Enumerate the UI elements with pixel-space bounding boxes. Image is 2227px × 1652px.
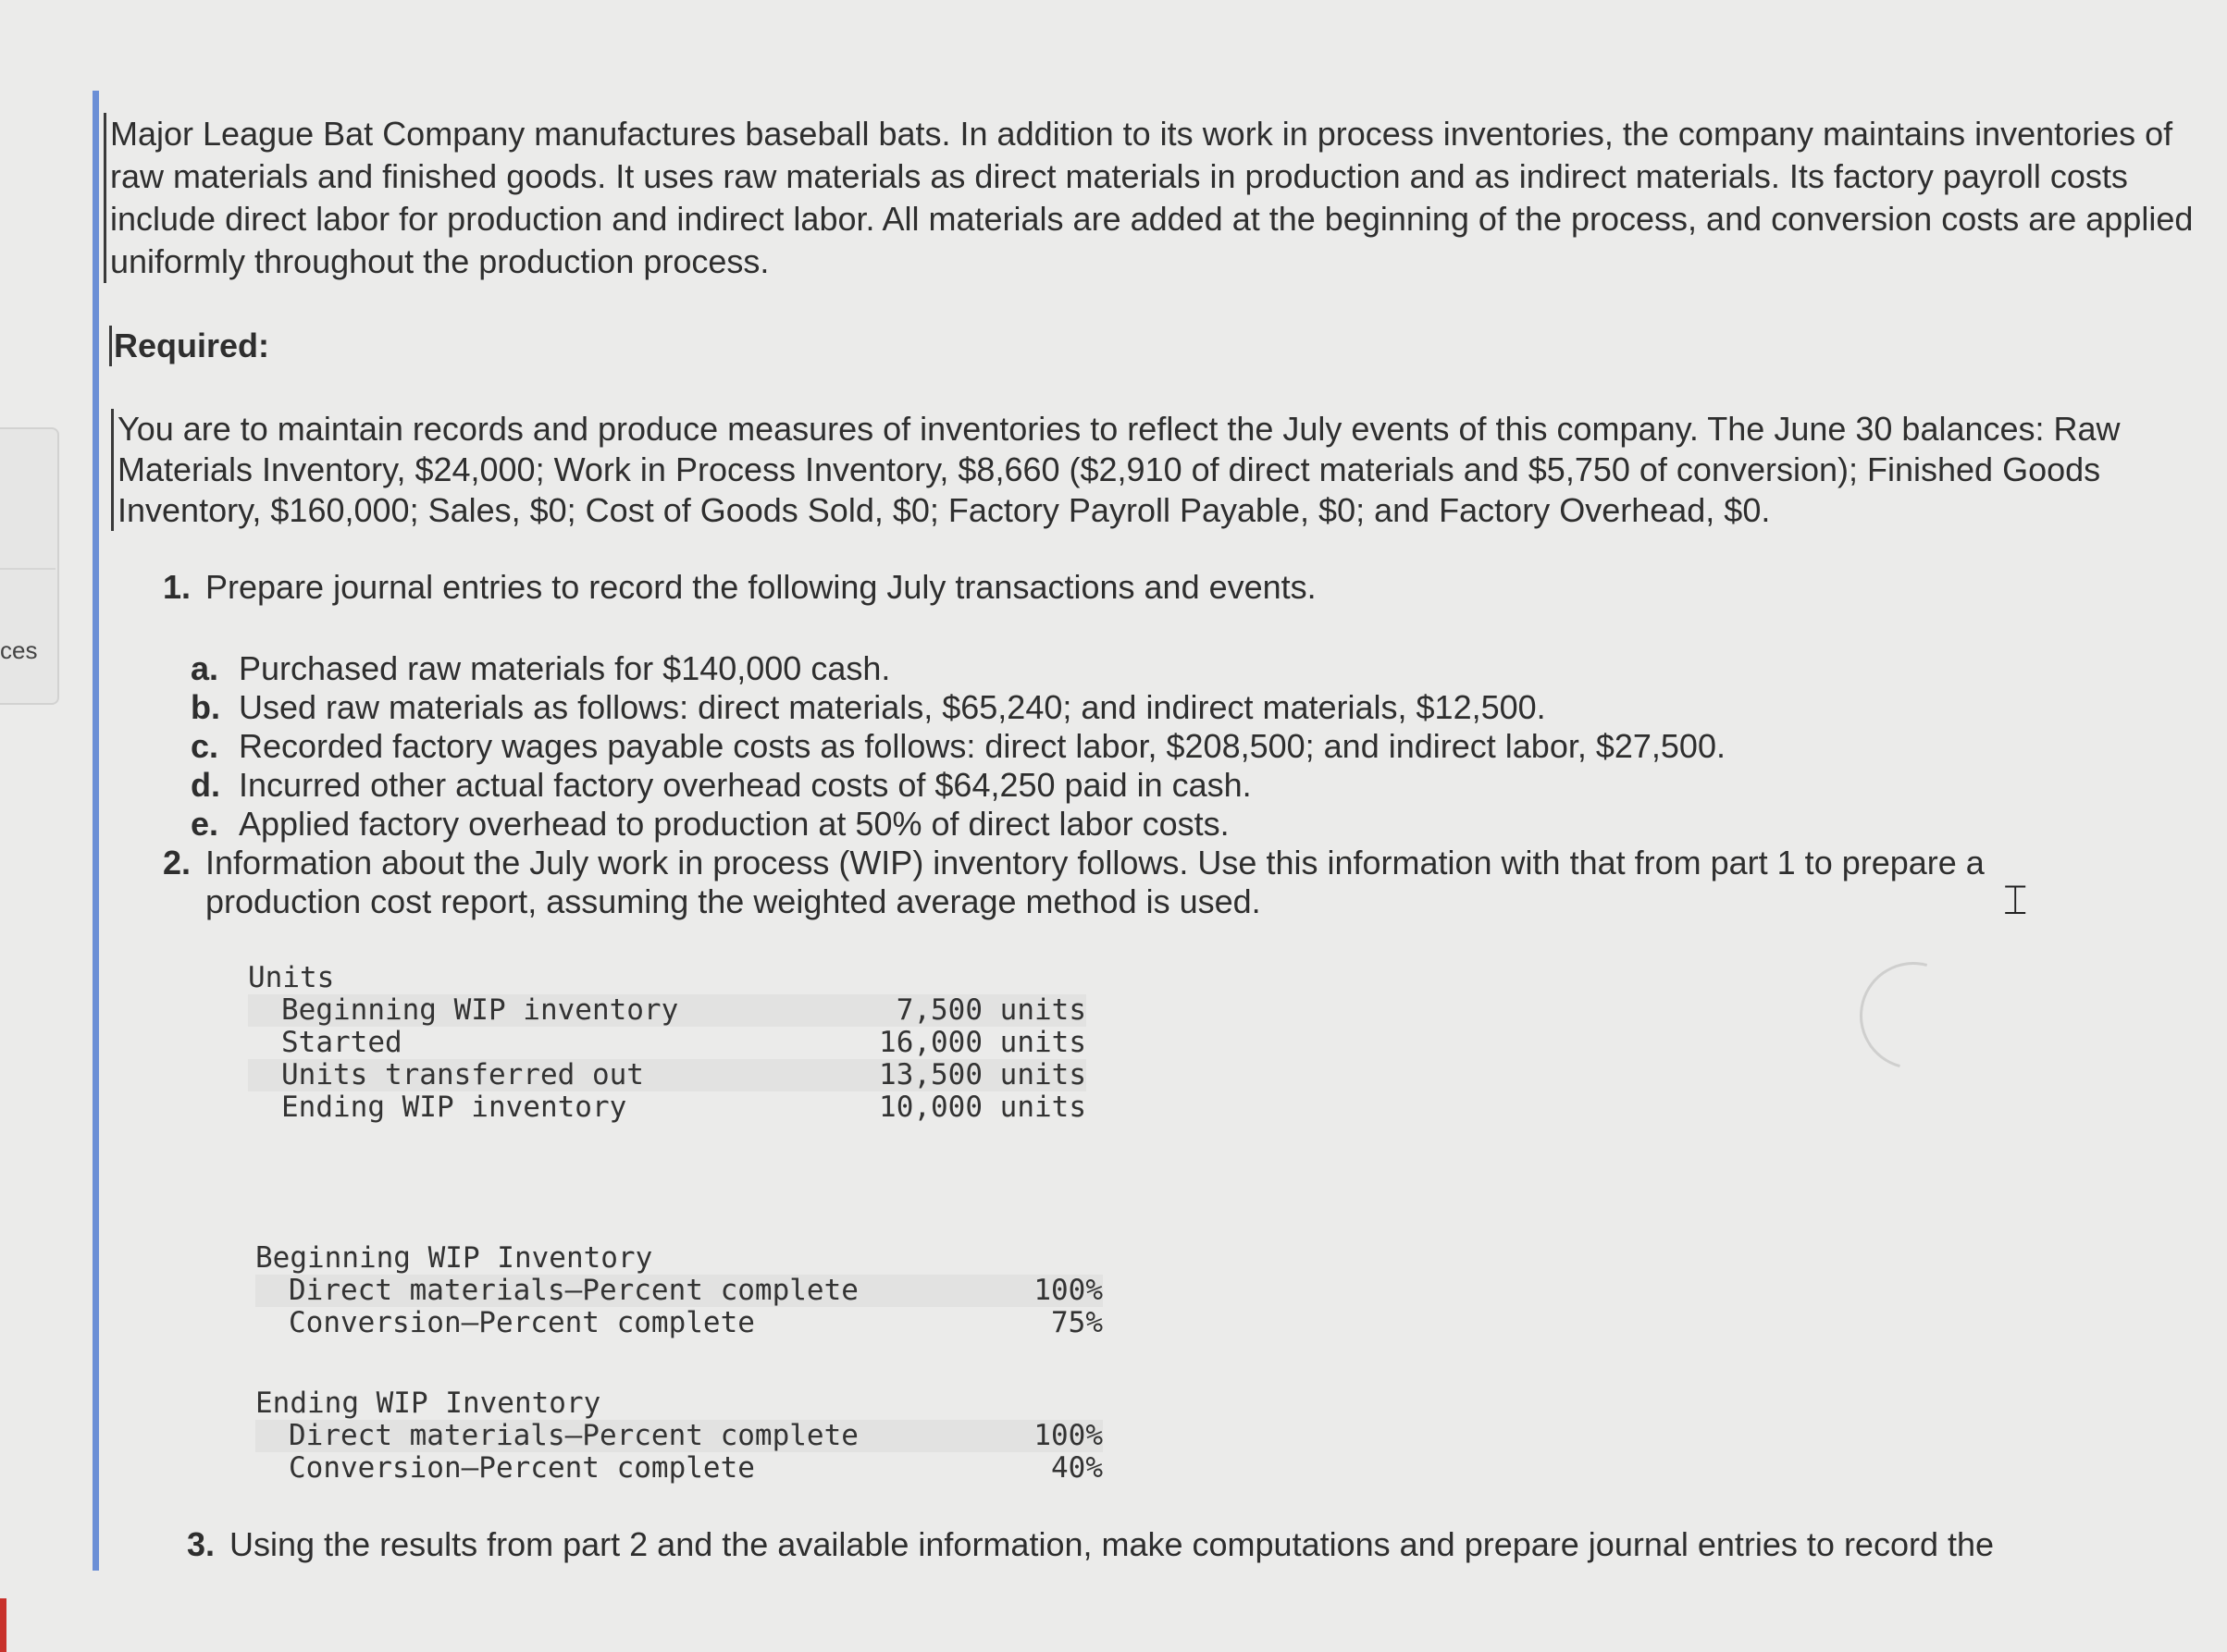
sidebar-marker xyxy=(0,1598,6,1652)
units-table-header: Units xyxy=(248,961,335,994)
sub-item-text: Purchased raw materials for $140,000 cash. xyxy=(239,649,891,687)
sub-item-a xyxy=(191,649,2204,688)
beginning-wip-header: Beginning WIP Inventory xyxy=(255,1241,653,1275)
task-item-2-wrap xyxy=(163,844,2204,921)
table-cell-label: Direct materials—Percent complete xyxy=(289,1274,859,1307)
task-item-1 xyxy=(163,568,2204,607)
task-item-1-text: Prepare journal entries to record the following July transactions and events. xyxy=(205,568,1317,606)
sub-item-text: Used raw materials as follows: direct materials, $65,240; and indirect materials, $12,500. xyxy=(239,688,1546,726)
table-cell-value: 7,500 units xyxy=(896,993,1086,1027)
sub-item-e xyxy=(191,805,2204,844)
table-cell-label: Units transferred out xyxy=(281,1058,644,1091)
sidebar-partial-label[interactable]: ces xyxy=(0,636,38,664)
ending-wip-table xyxy=(255,1387,1103,1485)
table-row xyxy=(248,1027,1086,1059)
task-item-2-number: 2. xyxy=(163,844,192,881)
table-row xyxy=(255,1275,1103,1307)
sidebar-divider xyxy=(0,568,56,570)
table-cell-label: Ending WIP inventory xyxy=(281,1091,627,1124)
problem-balances: You are to maintain records and produce measures of inventories to reflect the July events of this company. The June 30 balances: Raw Materials Inventory, $24,000; Work in Process Inventory, $8,660 ($2,910 of direct materials and $5,750 of conversion); Finished Goods Inventory, $160,000; Sales, $0; Cost of Goods Sold, $0; Factory Payroll Payable, $0; and Factory Overhead, $0. xyxy=(111,409,2190,531)
sub-item-text: Incurred other actual factory overhead costs of $64,250 paid in cash. xyxy=(239,766,1252,804)
table-cell-label: Beginning WIP inventory xyxy=(281,993,679,1027)
table-row xyxy=(248,1091,1086,1124)
task-sub-list xyxy=(191,649,2204,844)
sub-item-text: Recorded factory wages payable costs as follows: direct labor, $208,500; and indirect labor, $27,500. xyxy=(239,727,1726,765)
table-cell-value: 40% xyxy=(1051,1451,1103,1485)
task-item-3 xyxy=(187,1525,2204,1564)
table-cell-label: Conversion—Percent complete xyxy=(289,1306,755,1339)
text-cursor-icon: ⌶ xyxy=(2003,877,2028,924)
sub-item-c xyxy=(191,727,2204,766)
table-cell-label: Started xyxy=(281,1026,402,1059)
table-cell-value: 10,000 units xyxy=(879,1091,1086,1124)
content-accent-bar xyxy=(93,91,99,1571)
sub-item-d xyxy=(191,766,2204,805)
problem-intro: Major League Bat Company manufactures baseball bats. In addition to its work in process inventories, the company maintains inventories of raw materials and finished goods. It uses raw materials as direct materials in production and as indirect materials. Its factory payroll costs include direct labor for production and indirect labor. All materials are added at the beginning of the process, and conversion costs are applied uniformly throughout the production process. xyxy=(104,113,2210,283)
table-row xyxy=(255,1307,1103,1339)
sub-item-letter: c. xyxy=(191,727,219,765)
sub-item-text: Applied factory overhead to production at 50% of direct labor costs. xyxy=(239,805,1230,843)
sidebar-panel xyxy=(0,427,59,705)
task-item-3-text: Using the results from part 2 and the available information, make computations and prepare journal entries to record the xyxy=(229,1525,1995,1563)
task-item-2-text: Information about the July work in process (WIP) inventory follows. Use this information with that from part 1 to prepare a production cost report, assuming the weighted average method is used. xyxy=(205,844,1985,920)
task-item-2 xyxy=(163,844,2204,921)
table-cell-value: 100% xyxy=(1033,1274,1103,1307)
sub-item-b xyxy=(191,688,2204,727)
table-cell-value: 13,500 units xyxy=(879,1058,1086,1091)
table-row xyxy=(255,1452,1103,1485)
units-table xyxy=(248,961,1086,1124)
task-item-1-number: 1. xyxy=(163,568,192,606)
required-heading: Required: xyxy=(109,326,269,366)
table-cell-value: 100% xyxy=(1033,1419,1103,1452)
table-cell-label: Direct materials—Percent complete xyxy=(289,1419,859,1452)
sub-item-letter: d. xyxy=(191,766,220,804)
table-row xyxy=(248,1059,1086,1091)
table-cell-value: 16,000 units xyxy=(879,1026,1086,1059)
table-cell-label: Conversion—Percent complete xyxy=(289,1451,755,1485)
problem-content xyxy=(104,113,2204,1564)
table-cell-value: 75% xyxy=(1051,1306,1103,1339)
task-item-3-number: 3. xyxy=(187,1525,216,1563)
sub-item-letter: a. xyxy=(191,649,219,687)
table-row xyxy=(248,994,1086,1027)
task-list xyxy=(163,568,2204,607)
ending-wip-header: Ending WIP Inventory xyxy=(255,1387,601,1420)
table-row xyxy=(255,1420,1103,1452)
beginning-wip-table xyxy=(255,1241,1103,1339)
sub-item-letter: e. xyxy=(191,805,219,843)
sub-item-letter: b. xyxy=(191,688,220,726)
